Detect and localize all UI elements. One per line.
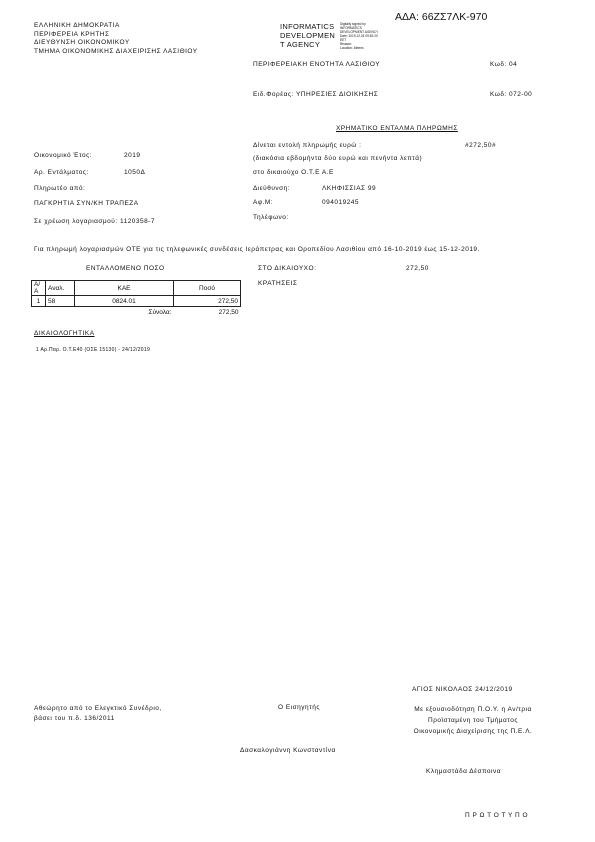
table-cell: 272,50 [174, 296, 241, 307]
table-header-row [32, 281, 241, 296]
regional-unit: ΠΕΡΙΦΕΡΕΙΑΚΗ ΕΝΟΤΗΤΑ ΛΑΣΙΘΙΟΥ [253, 61, 381, 68]
supporting-doc-item: 1 Αρ.Παρ. Ο.Τ.Ε40 (ΟΣΕ 15130) - 24/12/2019 [36, 347, 151, 353]
total-value: 272,50 [218, 308, 239, 316]
table-cell: 58 [46, 296, 75, 307]
budget-table [31, 280, 241, 317]
payment-order-line: Δίνεται εντολή πληρωμής ευρώ : [253, 142, 362, 149]
ada-code: ΑΔΑ: 66ΖΣ7ΛΚ-970 [395, 11, 488, 23]
col-header: Α/Α [32, 281, 46, 296]
stamp-detail: Date: 2019.12.24 09:52:20 [340, 34, 378, 38]
audit-line: βάσει του π.δ. 136/2011 [34, 715, 115, 722]
stamp-line: DEVELOPMEN [280, 31, 336, 40]
signature-stamp-details [340, 22, 378, 50]
table-total-row [32, 307, 241, 318]
original-mark: Π Ρ Ω Τ Ο Τ Υ Π Ο [465, 812, 529, 819]
audit-note [34, 704, 162, 724]
to-beneficiary-label: ΣΤΟ ΔΙΚΑΙΟΥΧΟ: [258, 265, 317, 272]
table-row [32, 296, 241, 307]
authority-block [378, 704, 568, 737]
issuer-line: ΕΛΛΗΝΙΚΗ ΔΗΜΟΚΡΑΤΙΑ [34, 22, 120, 29]
issuer-line: ΔΙΕΥΘΥΝΣΗ ΟΙΚΟΝΟΜΙΚΟΥ [34, 39, 130, 46]
amount-in-words: (διακόσια εβδομήντα δύο ευρώ και πενήντα λεπτά) [253, 155, 423, 162]
issuer-line: ΠΕΡΙΦΕΡΕΙΑ ΚΡΗΤΗΣ [34, 30, 110, 38]
stamp-detail: DEVELOPMENT AGENCY [340, 30, 379, 34]
posted-amount-title: ΕΝΤΑΛΛΟΜΕΝΟ ΠΟΣΟ [86, 265, 165, 272]
afm-value: 094019245 [322, 199, 360, 206]
warrant-number-label: Αρ. Εντάλματος: [34, 169, 89, 176]
col-header: ΚΑΕ [75, 281, 174, 296]
authority-line: Οικονομικής Διαχείρισης της Π.Ε.Λ. [413, 728, 533, 735]
stamp-detail: Digitally signed by [340, 22, 366, 26]
total-label: Σύνολα: [148, 308, 172, 316]
authority-line: Προϊσταμένη του Τμήματος [428, 717, 518, 724]
document-title: ΧΡΗΜΑΤΙΚΟ ΕΝΤΑΛΜΑ ΠΛΗΡΩΜΗΣ [336, 125, 458, 132]
payable-from-label: Πληρωτέο από: [34, 185, 86, 192]
signature-stamp-name [280, 22, 335, 49]
warrant-number-value: 1050Δ [124, 169, 146, 176]
authority-name: Κλημαστάδα Δέσποινα [426, 768, 501, 775]
bank-name: ΠΑΓΚΡΗΤΙΑ ΣΥΝ/ΚΗ ΤΡΑΠΕΖΑ [34, 200, 139, 207]
debit-account: Σε χρέωση λογαριασμού: 1120358-7 [34, 218, 156, 225]
payment-reason: Για πληρωμή λογαριασμών ΟΤΕ για τις τηλεφωνικές συνδέσεις Ιεράπετρας και Οροπεδίου Λασιθίου από 16-10-2019 έως 15-12-2019. [34, 246, 480, 253]
place-date: ΑΓΙΟΣ ΝΙΚΟΛΑΟΣ 24/12/2019 [412, 686, 513, 693]
deductions-title: ΚΡΑΤΗΣΕΙΣ [258, 280, 298, 287]
stamp-detail: Location: Athens [340, 46, 364, 50]
payment-amount: #272,50# [465, 142, 497, 149]
supporting-docs-title: ΔΙΚΑΙΟΛΟΓΗΤΙΚΑ [34, 330, 95, 337]
stamp-line: INFORMATICS [280, 22, 335, 31]
stamp-line: T AGENCY [280, 40, 321, 49]
col-header: Αναλ. [46, 281, 75, 296]
issuer-line: ΤΜΗΜΑ ΟΙΚΟΝΟΜΙΚΗΣ ΔΙΑΧΕΙΡΙΣΗΣ ΛΑΣΙΘΙΟΥ [34, 47, 198, 55]
audit-line: Αθεώρητο από το Ελεγκτικό Συνέδριο, [34, 705, 162, 712]
stamp-detail: Reason: [340, 42, 352, 46]
stamp-detail: EET [340, 38, 347, 42]
fiscal-year-value: 2019 [124, 152, 141, 159]
special-agency: Ειδ.Φορέας: ΥΠΗΡΕΣΙΕΣ ΔΙΟΙΚΗΣΗΣ [253, 91, 379, 98]
table-cell: 0824.01 [75, 296, 174, 307]
authority-line: Με εξουσιοδότηση Π.Ο.Υ. η Αν/τρια [414, 706, 532, 713]
issuer-header [34, 22, 198, 56]
phone-label: Τηλέφωνο: [253, 214, 289, 221]
regional-unit-code: Κωδ: 04 [490, 61, 518, 68]
address-value: ΛΚΗΦΙΣΣΙΑΣ 99 [322, 185, 377, 192]
address-label: Διεύθυνση: [253, 185, 291, 192]
fiscal-year-label: Οικονομικό Έτος: [34, 152, 93, 159]
col-header: Ποσό [174, 281, 241, 296]
reporter-label: Ο Εισηγητής [278, 704, 320, 711]
table-cell: 1 [32, 296, 46, 307]
reporter-name: Δασκαλογιάννη Κωνσταντίνα [240, 747, 336, 754]
special-agency-code: Κωδ: 072-00 [490, 91, 533, 98]
stamp-detail: INFORMATICS [340, 26, 362, 30]
beneficiary: στο δικαιούχο Ο.Τ.Ε Α.Ε [253, 169, 334, 176]
to-beneficiary-value: 272,50 [406, 265, 429, 272]
afm-label: Αφ.Μ: [253, 199, 274, 206]
